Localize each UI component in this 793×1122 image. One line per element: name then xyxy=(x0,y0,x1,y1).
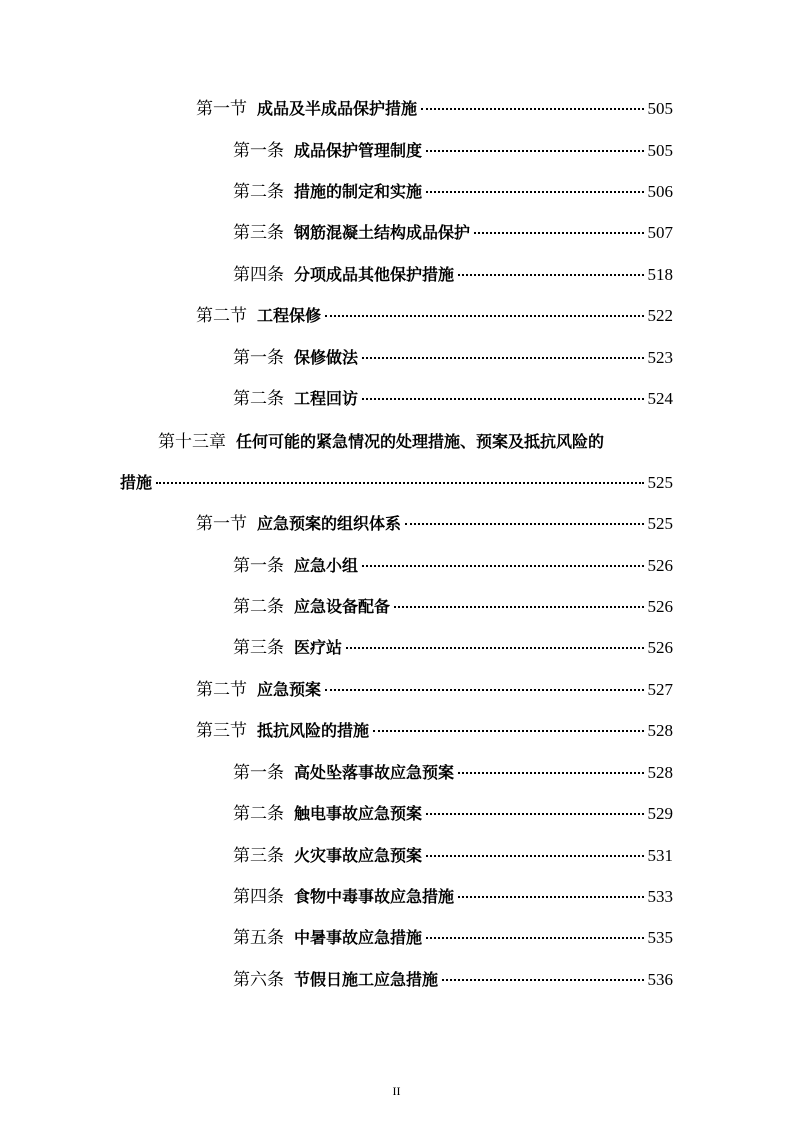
toc-entry-article[interactable] xyxy=(233,762,673,784)
toc-entry-title: 措施的制定和实施 xyxy=(294,182,423,201)
toc-entry-page: 526 xyxy=(647,597,673,616)
toc-entry-title: 应急预案 xyxy=(257,680,322,699)
toc-entry-number: 第一节 xyxy=(196,99,247,118)
toc-entry-article[interactable] xyxy=(233,555,673,577)
toc-entry-article[interactable] xyxy=(233,886,673,908)
dot-leader xyxy=(426,191,643,193)
toc-entry-title: 应急小组 xyxy=(294,556,359,575)
toc-entry-title: 医疗站 xyxy=(294,638,343,657)
toc-entry-title-continuation: 措施 xyxy=(120,473,153,492)
toc-entry-article[interactable] xyxy=(233,388,673,410)
toc-entry-section[interactable] xyxy=(196,720,673,742)
toc-entry-number: 第二节 xyxy=(196,680,247,699)
toc-entry-title: 食物中毒事故应急措施 xyxy=(294,887,455,906)
toc-entry-page: 528 xyxy=(647,721,673,740)
toc-entry-title: 成品保护管理制度 xyxy=(294,141,423,160)
toc-entry-title: 高处坠落事故应急预案 xyxy=(294,763,455,782)
toc-entry-chapter-continuation[interactable] xyxy=(120,472,673,494)
toc-entry-page: 523 xyxy=(647,348,673,367)
dot-leader xyxy=(325,689,643,691)
toc-entry-number: 第三条 xyxy=(233,638,284,657)
toc-entry-title: 火灾事故应急预案 xyxy=(294,846,423,865)
toc-entry-page: 522 xyxy=(647,306,673,325)
toc-entry-section[interactable] xyxy=(196,513,673,535)
dot-leader xyxy=(405,523,643,525)
dot-leader xyxy=(362,398,643,400)
toc-entry-number: 第二条 xyxy=(233,182,284,201)
toc-entry-number: 第二条 xyxy=(233,389,284,408)
toc-entry-page: 535 xyxy=(647,928,673,947)
toc-entry-title: 成品及半成品保护措施 xyxy=(257,99,418,118)
toc-entry-number: 第二节 xyxy=(196,306,247,325)
toc-entry-title: 保修做法 xyxy=(294,348,359,367)
toc-entry-number: 第一条 xyxy=(233,556,284,575)
dot-leader xyxy=(362,565,643,567)
toc-entry-article[interactable] xyxy=(233,637,673,659)
toc-entry-page: 506 xyxy=(647,182,673,201)
toc-entry-article[interactable] xyxy=(233,803,673,825)
toc-entry-number: 第二条 xyxy=(233,804,284,823)
toc-entry-article[interactable] xyxy=(233,969,673,991)
toc-entry-page: 525 xyxy=(647,514,673,533)
toc-entry-page: 526 xyxy=(647,638,673,657)
toc-entry-title: 钢筋混凝土结构成品保护 xyxy=(294,223,471,242)
toc-entry-section[interactable] xyxy=(196,679,673,701)
dot-leader xyxy=(156,482,643,484)
toc-entry-page: 524 xyxy=(647,389,673,408)
dot-leader xyxy=(421,108,643,110)
toc-entry-page: 526 xyxy=(647,556,673,575)
toc-entry-number: 第三条 xyxy=(233,846,284,865)
toc-entry-article[interactable] xyxy=(233,845,673,867)
toc-entry-title: 触电事故应急预案 xyxy=(294,804,423,823)
toc-entry-title: 节假日施工应急措施 xyxy=(294,970,439,989)
dot-leader xyxy=(458,772,643,774)
toc-entry-page: 505 xyxy=(647,141,673,160)
toc-entry-number: 第三条 xyxy=(233,223,284,242)
toc-entry-page: 527 xyxy=(647,680,673,699)
toc-entry-page: 505 xyxy=(647,99,673,118)
toc-entry-section[interactable] xyxy=(196,305,673,327)
toc-entry-article[interactable] xyxy=(233,347,673,369)
toc-entry-article[interactable] xyxy=(233,140,673,162)
toc-entry-number: 第五条 xyxy=(233,928,284,947)
toc-entry-page: 528 xyxy=(647,763,673,782)
toc-entry-title: 应急预案的组织体系 xyxy=(257,514,402,533)
dot-leader xyxy=(394,606,643,608)
toc-entry-number: 第一节 xyxy=(196,514,247,533)
toc-entry-article[interactable] xyxy=(233,264,673,286)
toc-entry-article[interactable] xyxy=(233,596,673,618)
toc-entry-page: 536 xyxy=(647,970,673,989)
toc-entry-number: 第四条 xyxy=(233,265,284,284)
toc-entry-number: 第一条 xyxy=(233,763,284,782)
dot-leader xyxy=(325,315,643,317)
toc-entry-chapter[interactable] xyxy=(158,431,604,453)
dot-leader xyxy=(458,274,643,276)
dot-leader xyxy=(426,855,643,857)
page-number: II xyxy=(392,1084,401,1098)
toc-entry-title: 中暑事故应急措施 xyxy=(294,928,423,947)
toc-entry-title: 工程保修 xyxy=(257,306,322,325)
dot-leader xyxy=(373,730,643,732)
toc-entry-number: 第一条 xyxy=(233,348,284,367)
toc-entry-article[interactable] xyxy=(233,927,673,949)
toc-entry-title: 工程回访 xyxy=(294,389,359,408)
toc-entry-section[interactable] xyxy=(196,98,673,120)
dot-leader xyxy=(474,232,643,234)
toc-entry-title: 任何可能的紧急情况的处理措施、预案及抵抗风险的 xyxy=(236,432,605,451)
toc-entry-number: 第十三章 xyxy=(158,432,226,451)
toc-entry-number: 第四条 xyxy=(233,887,284,906)
toc-entry-number: 第二条 xyxy=(233,597,284,616)
dot-leader xyxy=(426,937,643,939)
dot-leader xyxy=(426,813,643,815)
dot-leader xyxy=(442,979,643,981)
toc-entry-article[interactable] xyxy=(233,181,673,203)
toc-entry-page: 518 xyxy=(647,265,673,284)
toc-entry-number: 第一条 xyxy=(233,141,284,160)
toc-entry-title: 抵抗风险的措施 xyxy=(257,721,370,740)
toc-entry-page: 533 xyxy=(647,887,673,906)
toc-entry-number: 第六条 xyxy=(233,970,284,989)
toc-entry-title: 分项成品其他保护措施 xyxy=(294,265,455,284)
dot-leader xyxy=(458,896,643,898)
dot-leader xyxy=(426,150,643,152)
dot-leader xyxy=(346,647,643,649)
toc-entry-page: 525 xyxy=(647,473,673,492)
toc-entry-page: 529 xyxy=(647,804,673,823)
dot-leader xyxy=(362,357,643,359)
toc-entry-page: 507 xyxy=(647,223,673,242)
toc-entry-article[interactable] xyxy=(233,222,673,244)
toc-entry-title: 应急设备配备 xyxy=(294,597,391,616)
toc-entry-number: 第三节 xyxy=(196,721,247,740)
toc-entry-page: 531 xyxy=(647,846,673,865)
